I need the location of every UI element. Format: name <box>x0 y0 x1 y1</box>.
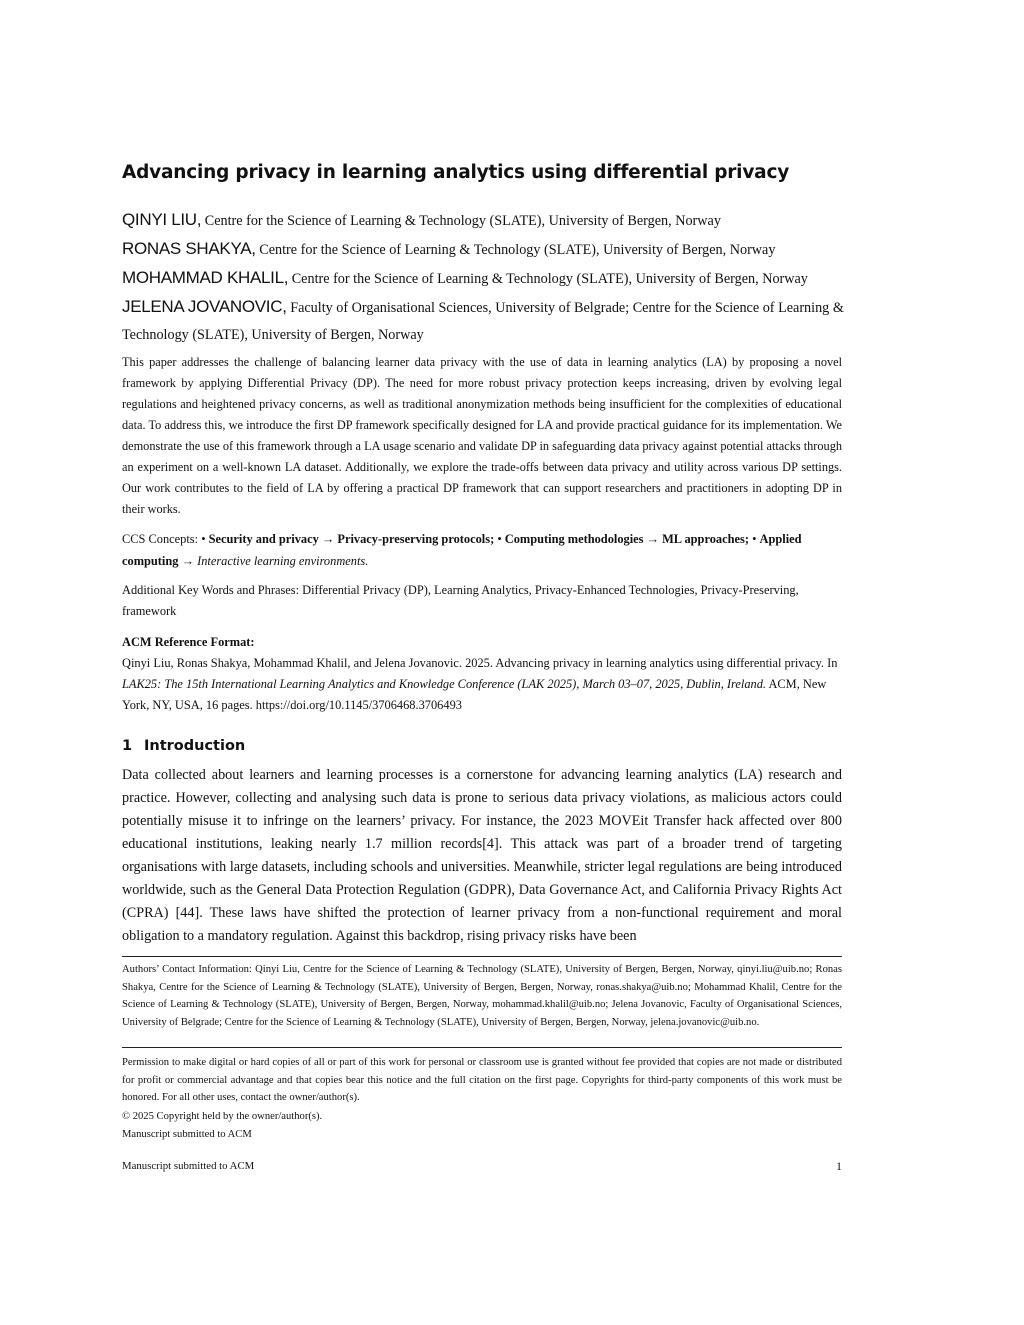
section-number: 1 <box>122 738 133 754</box>
author-name: JELENA JOVANOVIC, <box>122 297 287 316</box>
abstract: This paper addresses the challenge of balancing learner data privacy with the use of data in learning analytics (LA) by proposing a novel framework by applying Differential Privacy (DP). The need for more robust privacy protection keeps increasing, driven by evolving legal regulations and heightened privacy concerns, as well as traditional anonymization methods being insufficient for the complexities of educational data. To address this, we introduce the first DP framework specifically designed for LA and provide practical guidance for its implementation. We demonstrate the use of this framework through a LA usage scenario and validate DP in safeguarding data privacy against potential attacks through an experiment on a well-known LA dataset. Additionally, we explore the trade-offs between data privacy and utility across various DP settings. Our work contributes to the field of LA by offering a practical DP framework that can support researchers and practitioners in adopting DP in their works. <box>122 355 842 516</box>
ccs-concept: Computing methodologies <box>504 532 644 546</box>
acm-reference-citation <box>122 653 844 716</box>
contact-information: Authors’ Contact Information: Qinyi Liu, Centre for the Science of Learning & Technology (SLATE), University of Bergen, Bergen, Norway, qinyi.liu@uib.no; Ronas Shakya, Centre for the Science of Learning & Technology (SLATE), University of Bergen, Bergen, Norway, ronas.shakya@uib.no; Mohammad Khalil, Centre for the Science of Learning & Technology (SLATE), University of Bergen, Bergen, Norway, mohammad.khalil@uib.no; Jelena Jovanovic, Faculty of Organisational Sciences, University of Belgrade; Centre for the Science of Learning & Technology (SLATE), University of Bergen, Bergen, Norway, jelena.jovanovic@uib.no. <box>122 964 842 1028</box>
author-affiliation: Centre for the Science of Learning & Technology (SLATE), University of Bergen, Norway <box>204 213 721 229</box>
footnote-divider <box>122 956 842 957</box>
section-title: Introduction <box>144 738 246 754</box>
ccs-label: CCS Concepts: <box>122 532 199 546</box>
arrow-icon: → <box>646 532 659 546</box>
permission-notice: Permission to make digital or hard copies of all or part of this work for personal or classroom use is granted without fee provided that copies are not made or distributed for profit or commercial advantage and that copies bear this notice and the full citation on the first page. Copyrights for third-party components of this work must be honored. For all other uses, contact the owner/author(s). <box>122 1057 842 1103</box>
author-name: RONAS SHAKYA, <box>122 239 256 258</box>
bullet-icon: • <box>752 532 757 546</box>
ccs-concept: Security and privacy <box>208 532 319 546</box>
ccs-concept: ML approaches; <box>662 532 749 546</box>
arrow-icon: → <box>181 554 194 568</box>
author-affiliation: Centre for the Science of Learning & Technology (SLATE), University of Bergen, Norway <box>259 242 776 258</box>
author-name: MOHAMMAD KHALIL, <box>122 268 289 287</box>
copyright-line: © 2025 Copyright held by the owner/author(s). <box>122 1111 323 1122</box>
ccs-concept: Privacy-preserving protocols; <box>337 532 495 546</box>
citation-venue: LAK25: The 15th International Learning Analytics and Knowledge Conference (LAK 2025), March 03–07, 2025, Dublin, Ireland. <box>122 677 767 691</box>
author-entry <box>122 235 844 264</box>
permission-divider <box>122 1047 842 1048</box>
arrow-icon: → <box>321 532 335 546</box>
acm-reference <box>122 632 844 716</box>
ccs-concepts <box>122 528 844 572</box>
footer-text: Manuscript submitted to ACM <box>122 1160 255 1172</box>
manuscript-note: Manuscript submitted to ACM <box>122 1129 252 1140</box>
keywords-label: Additional Key Words and Phrases: <box>122 583 300 597</box>
citation-doi: ACM, New York, NY, USA, 16 pages. https://doi.org/10.1145/3706468.3706493 <box>122 677 827 712</box>
author-list <box>122 206 844 349</box>
bullet-icon: • <box>497 532 502 546</box>
citation-text: Qinyi Liu, Ronas Shakya, Mohammad Khalil, and Jelena Jovanovic. 2025. Advancing privacy in learning analytics using differential privacy. In <box>122 656 838 670</box>
author-entry <box>122 293 844 349</box>
paper-title: Advancing privacy in learning analytics using differential privacy <box>122 162 790 183</box>
introduction-paragraph: Data collected about learners and learning processes is a cornerstone for advancing learning analytics (LA) research and practice. However, collecting and analysing such data is prone to serious data privacy violations, as malicious actors could potentially misuse it to infringe on the learners’ privacy. For instance, the 2023 MOVEit Transfer hack affected over 800 educational institutions, leaking nearly 1.7 million records[4]. This attack was part of a broader trend of targeting organisations with large datasets, including schools and universities. Meanwhile, stricter legal regulations are being introduced worldwide, such as the General Data Protection Regulation (GDPR), Data Governance Act, and California Privacy Rights Act (CPRA) [44]. These laws have shifted the protection of learner privacy from a non-functional requirement and moral obligation to a mandatory regulation. Against this backdrop, rising privacy risks have been <box>122 767 842 944</box>
bullet-icon: • <box>201 532 206 546</box>
keywords <box>122 580 844 622</box>
keywords-text: Differential Privacy (DP), Learning Analytics, Privacy-Enhanced Technologies, Privacy-Preserving, framework <box>122 583 799 618</box>
author-affiliation: Centre for the Science of Learning & Technology (SLATE), University of Bergen, Norway <box>291 271 808 287</box>
acm-reference-heading: ACM Reference Format: <box>122 635 255 649</box>
author-entry <box>122 264 844 293</box>
ccs-concept: Applied computing <box>122 532 802 568</box>
page-number: 1 <box>836 1159 842 1173</box>
ccs-concept: Interactive learning environments. <box>197 554 369 568</box>
section-heading <box>122 738 245 754</box>
author-entry <box>122 206 844 235</box>
author-affiliation: Faculty of Organisational Sciences, University of Belgrade; Centre for the Science of Learning & Technology (SLATE), University of Bergen, Norway <box>122 300 844 343</box>
author-name: QINYI LIU, <box>122 210 202 229</box>
